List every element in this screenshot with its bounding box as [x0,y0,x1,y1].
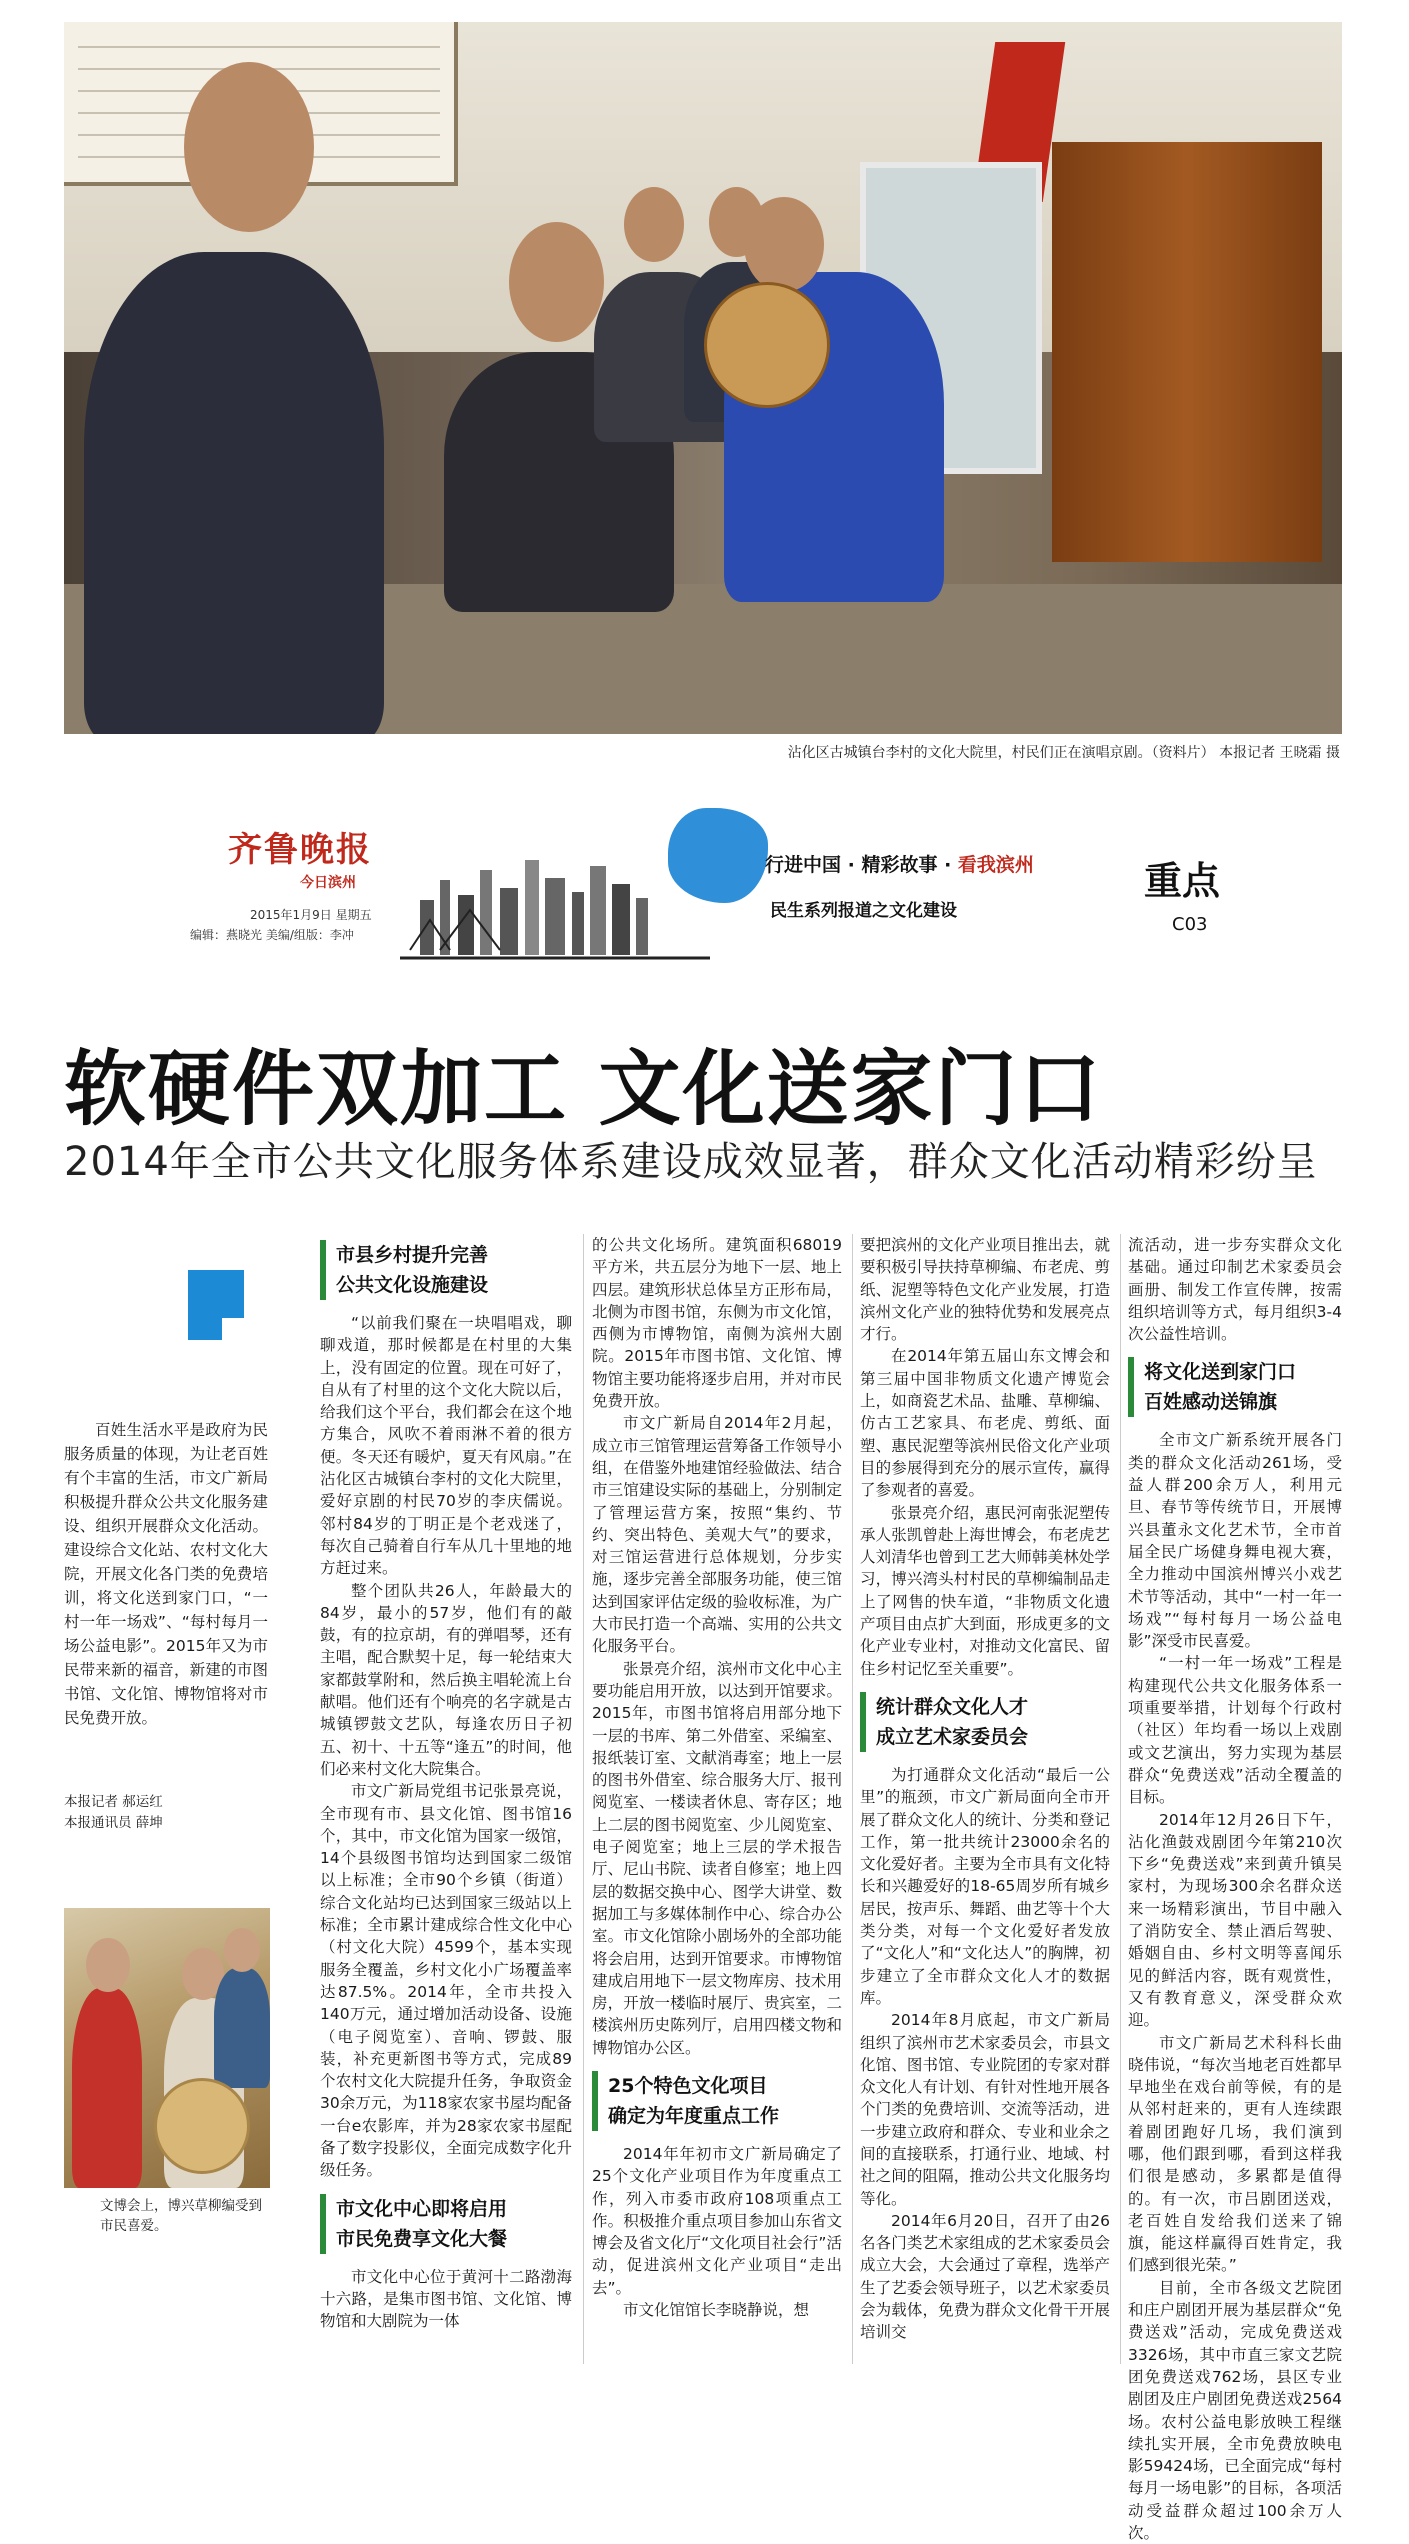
column-divider [1120,1234,1121,2364]
slogan-prefix: 行进中国 · 精彩故事 · [765,854,958,876]
paper-name: 齐鲁晚报 [228,830,372,870]
subhead-line: 公共文化设施建设 [336,1274,489,1296]
page-number: C03 [1172,914,1208,935]
subhead-line: 百姓感动送锦旗 [1144,1391,1278,1414]
article-column-1 [320,1234,572,2332]
subhead-projects [592,2071,842,2131]
issue-date: 2015年1月9日 星期五 [250,908,372,922]
paragraph: 2014年8月底起，市文广新局组织了滨州市艺术家委员会，市县文化馆、图书馆、专业院团的专家对群众文化人有计划、有针对性地开展各个门类的免费培训、交流等活动，进一步建立政府和群众、专业和业余之间的直接联系，打通行业、地域、村社之间的阻隔，推动公共文化服务均等化。 [860,2011,1110,2208]
subhead-line: 市县乡村提升完善 [336,1244,489,1266]
expo-photo-caption: 文博会上，博兴草柳编受到市民喜爱。 [100,2198,262,2234]
subhead-delivery [1128,1357,1342,1417]
headline: 软硬件双加工 文化送家门口 [64,1042,1103,1137]
paragraph: 目前，全市各级文艺院团和庄户剧团开展为基层群众“免费送戏”活动，完成免费送戏3326场，其中市直三家文艺院团免费送戏762场，县区专业剧团及庄户剧团免费送戏2564场。农村公益电影放映工程继续扎实开展，全市免费放映电影59424场，已全面完成“每村每月一场电影”的目标，各项活动受益群众超过100余万人次。 [1128,2278,1342,2543]
lead-paragraph: 百姓生活水平是政府为民服务质量的体现，为让老百姓有个丰富的生活，市文广新局积极提升群众公共文化服务建设、组织开展群众文化活动。建设综合文化站、农村文化大院，开展文化各门类的免费培训，将文化送到家门口，“一村一年一场戏”、“每村每月一场公益电影”。2015年又为市民带来新的福音，新建的市图书馆、文化馆、博物馆将对市民免费开放。 [64,1421,268,1727]
paragraph: 要把滨州的文化产业项目推出去，就要积极引导扶持草柳编、布老虎、剪纸、泥塑等特色文化产业发展，打造滨州文化产业的独特优势和发展亮点才行。 [860,1236,1110,1344]
section-title: 重点 [1144,859,1221,903]
paragraph: 全市文广新系统开展各门类的群众文化活动261场，受益人群200余万人，利用元旦、春节等传统节日，开展博兴县董永文化艺术节，全市首届全民广场健身舞电视大赛，全力推动中国滨州博兴小戏艺术节等活动，其中“一村一年一场戏”“每村每月一场公益电影”深受市民喜爱。 [1128,1431,1342,1651]
subhead-talent [860,1692,1110,1752]
paragraph: 2014年年初市文广新局确定了25个文化产业项目作为年度重点工作，列入市委市政府108项重点工作。积极推介重点项目参加山东省文博会及省文化厅“文化项目社会行”活动，促进滨州文化产业项目“走出去”。 [592,2144,842,2297]
article-column-3 [860,1234,1110,2344]
subhead-facilities [320,1240,572,1300]
paragraph: 市文广新局党组书记张景亮说，全市现有市、县文化馆、图书馆16个，其中，市文化馆为国家一级馆，14个县级图书馆均达到国家二级馆以上标准；全市90个乡镇（街道）综合文化站均已达到国家三级站以上标准；全市累计建成综合性文化中心（村文化大院）4599个，基本实现服务全覆盖，乡村文化小广场覆盖率达87.5%。2014年，全市共投入140万元，通过增加活动设备、设施（电子阅览室）、音响、锣鼓、服装，补充更新图书等方式，完成89个农村文化大院提升任务，争取资金30余万元，为118家农家书屋均配备一台e农影库，并为28家农家书屋配备了数字投影仪，全面完成数字化升级任务。 [320,1782,572,2180]
subhead-line: 将文化送到家门口 [1144,1361,1297,1384]
paragraph: 市文化中心位于黄河十二路渤海十六路，是集市图书馆、文化馆、博物馆和大剧院为一体 [320,2267,572,2331]
subhead-line: 成立艺术家委员会 [876,1725,1029,1748]
paragraph: 市文广新局艺术科科长曲晓伟说，“每次当地老百姓都早早地坐在戏台前等候，有的是从邻村赶来的，更有人连续跟着剧团跑好几场，我们演到哪，他们跟到哪，看到这样我们很是感动，多累都是值得的。有一次，市吕剧团送戏，老百姓自发给我们送来了锦旗，能这样赢得百姓肯定，我们感到很光荣。” [1128,2033,1342,2275]
column-divider [583,1234,584,2364]
subhead-culture-center [320,2194,572,2254]
paragraph: 2014年12月26日下午，沾化渔鼓戏剧团今年第210次下乡“免费送戏”来到黄升镇吴家村，为现场300余名群众送来一场精彩演出，节目中融入了消防安全、禁止酒后驾驶、婚姻自由、乡村文明等喜闻乐见的鲜活内容，既有观赏性，又有教育意义，深受群众欢迎。 [1128,1810,1342,2030]
paragraph: 张景亮介绍，惠民河南张泥塑传承人张凯曾赴上海世博会，布老虎艺人刘清华也曾到工艺大师韩美林处学习，博兴湾头村村民的草柳编制品走上了网售的快车道，“非物质文化遗产项目由点扩大到面，形成更多的文化产业专业村，对推动文化富民、留住乡村记忆至关重要”。 [860,1503,1110,1678]
paragraph: 在2014年第五届山东文博会和第三届中国非物质文化遗产博览会上，如商瓷艺术品、盐雕、草柳编、仿古工艺家具、布老虎、剪纸、面塑、惠民泥塑等滨州民俗文化产业项目的参展得到充分的展示宣传，赢得了参观者的喜爱。 [860,1347,1110,1500]
column-divider [852,1234,853,2364]
reporter-name: 本报记者 郝运红 [64,1794,163,1810]
hero-photo [64,22,1342,734]
paragraph: “一村一年一场戏”工程是构建现代公共文化服务体系一项重要举措，计划每个行政村（社区）年均看一场以上戏剧或文艺演出，努力实现为基层群众“免费送戏”活动全覆盖的目标。 [1128,1654,1342,1807]
subheadline: 2014年全市公共文化服务体系建设成效显著，群众文化活动精彩纷呈 [64,1139,1318,1185]
subhead-line: 统计群众文化人才 [876,1695,1029,1718]
expo-photo [64,1908,270,2188]
correspondent-name: 本报通讯员 薛坤 [64,1815,163,1831]
slogan-highlight: 看我滨州 [957,854,1034,876]
series-slogan [765,850,1034,877]
paragraph: 市文化馆馆长李晓静说，想 [623,2301,810,2320]
paragraph: “以前我们聚在一块唱唱戏，聊聊戏道，那时候都是在村里的大集上，没有固定的位置。现在可好了，自从有了村里的这个文化大院以后，给我们这个平台，我们都会在这个地方集合，风吹不着雨淋不着的很方便。冬天还有暖炉，夏天有风扇。”在沾化区古城镇台李村的文化大院里，爱好京剧的村民70岁的李庆儒说。邻村84岁的丁明正是个老戏迷了，每次自己骑着自行车从几十里地的地方赶过来。 [320,1314,572,1578]
photo-caption: 沾化区古城镇台李村的文化大院里，村民们正在演唱京剧。（资料片） 本报记者 王晓霜 摄 [787,745,1340,761]
paragraph: 市文广新局自2014年2月起，成立市三馆管理运营筹备工作领导小组，在借鉴外地建馆经验做法、结合市三馆建设实际的基础上，分别制定了管理运营方案，按照“集约、节约、突出特色、美观大气”的要求，对三馆运营进行总体规划，分步实施，逐步完善全部服务功能，使三馆达到国家评估定级的验收标准，为广大市民打造一个高端、实用的公共文化服务平台。 [592,1414,842,1656]
decorative-corner [222,1318,244,1340]
paragraph: 流活动，进一步夯实群众文化基础。通过印制艺术家委员会画册、制发工作宣传牌，按需组织培训等方式，每月组织3-4次公益性培训。 [1128,1236,1342,1344]
editors-line: 编辑：燕晓光 美编/组版：李冲 [190,928,354,942]
series-name: 民生系列报道之文化建设 [770,901,957,921]
byline [64,1792,284,1834]
paragraph: 张景亮介绍，滨州市文化中心主要功能启用开放，以达到开馆要求。2015年，市图书馆将启用部分地下一层的书库、第二外借室、采编室、报纸装订室、文献消毒室；地上一层的图书外借室、综合服务大厅、报刊阅览室、一楼读者休息、寄存区；地上二层的图书阅览室、少儿阅览室、电子阅览室；地上三层的学术报告厅、尼山书院、读者自修室；地上四层的数据交换中心、图学大讲堂、数据加工与多媒体制作中心、综合办公室。市文化馆除小剧场外的全部功能将会启用，达到开馆要求。市博物馆建成启用地下一层文物库房、技术用房，开放一楼临时展厅、贵宾室，二楼滨州历史陈列厅，启用四楼文物和博物馆办公区。 [592,1659,842,2057]
subhead-line: 市文化中心即将启用 [336,2197,508,2220]
article-column-4 [1128,1234,1342,2544]
city-skyline-graphic [400,800,710,960]
paragraph: 整个团队共26人，年龄最大的84岁，最小的57岁，他们有的敲鼓，有的拉京胡，有的弹唱琴，还有主唱，配合默契十足，每一轮结束大家都鼓掌附和，然后换主唱轮流上台献唱。他们还有个响亮的名字就是古城镇锣鼓文艺队，每逢农历日子初五、初十、十五等“逢五”的时间，他们必来村文化大院集合。 [320,1581,572,1778]
subhead-line: 市民免费享文化大餐 [336,2227,508,2250]
paragraph: 的公共文化场所。建筑面积68019平方米，共五层分为地下一层、地上四层。建筑形状总体呈方正形布局，北侧为市图书馆，东侧为市文化馆，西侧为市博物馆，南侧为滨州大剧院。2015年市图书馆、文化馆、博物馆主要功能将逐步启用，并对市民免费开放。 [592,1236,842,1411]
paragraph: 为打通群众文化活动“最后一公里”的瓶颈，市文广新局面向全市开展了群众文化人的统计、分类和登记工作，第一批共统计23000余名的文化爱好者。主要为全市具有文化特长和兴趣爱好的18-65周岁所有城乡居民，按声乐、舞蹈、曲艺等十个大类分类，对每一个文化爱好者发放了“文化人”和“文化达人”的胸牌，初步建立了全市群众文化人才的数据库。 [860,1765,1110,2007]
binzhou-map-graphic [668,808,768,903]
article-column-2 [592,1234,842,2321]
subhead-line: 确定为年度重点工作 [608,2104,780,2127]
paragraph: 2014年6月20日，召开了由26名各门类艺术家组成的艺术家委员会成立大会，大会通过了章程，选举产生了艺委会领导班子，以艺术家委员会为载体，免费为群众文化骨干开展培训交 [860,2211,1110,2342]
edition-label: 今日滨州 [300,875,356,891]
subhead-line: 25个特色文化项目 [608,2074,768,2097]
